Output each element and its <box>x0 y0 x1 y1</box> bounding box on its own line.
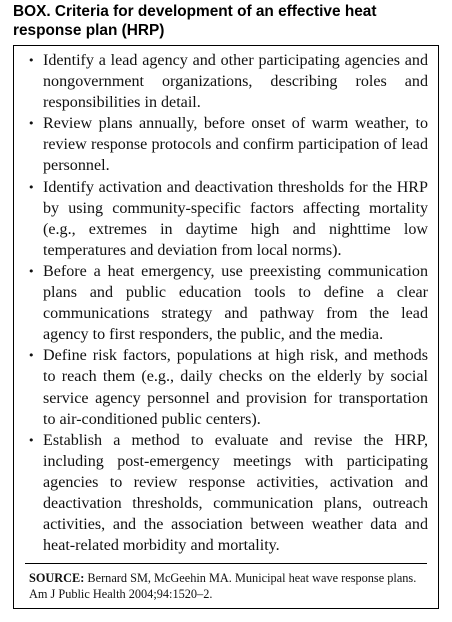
criteria-text: Before a heat emergency, use preexisting communication plans and public education tools to define a clear communications strategy and pathway from the lead agency to first responders, the public, and the media. <box>43 262 428 344</box>
criteria-item-4 <box>28 261 428 345</box>
source-citation <box>29 570 429 603</box>
bullet-icon: • <box>28 117 35 131</box>
criteria-text: Define risk factors, populations at high risk, and methods to reach them (e.g., daily checks on the elderly by social service agency personnel and provision for transportation to air-conditioned public centers). <box>43 347 428 428</box>
criteria-text: Establish a method to evaluate and revise the HRP, including post-emergency meetings with participating agencies to review response activities, activation and deactivation thresholds, communication plans, outreach activities, and the association between weather data and heat-related morbidity and mortality. <box>43 431 428 555</box>
criteria-item-5 <box>28 345 428 429</box>
criteria-item-3 <box>28 177 428 261</box>
bullet-icon: • <box>28 180 35 194</box>
criteria-box <box>13 45 439 609</box>
box-title: BOX. Criteria for development of an effective heat response plan (HRP) <box>13 3 377 39</box>
source-label: SOURCE: <box>29 571 85 585</box>
source-text: Bernard SM, McGeehin MA. Municipal heat wave response plans. Am J Public Health 2004;94:1520–2. <box>29 571 417 602</box>
criteria-text: Identify a lead agency and other participating agencies and nongovernment organizations, describing roles and responsibilities in detail. <box>43 52 428 112</box>
criteria-item-6 <box>28 430 428 557</box>
criteria-item-2 <box>28 113 428 176</box>
criteria-item-1 <box>28 50 428 113</box>
criteria-text: Review plans annually, before onset of warm weather, to review response protocols and confirm participation of lead personnel. <box>43 115 428 175</box>
criteria-text: Identify activation and deactivation thresholds for the HRP by using community-specific factors affecting mortality (e.g., extremes in daytime high and nighttime low temperatures and deviation from local norms). <box>43 178 428 259</box>
source-divider <box>25 563 427 564</box>
bullet-icon: • <box>28 264 35 278</box>
bullet-icon: • <box>28 54 35 67</box>
bullet-icon: • <box>28 349 35 363</box>
criteria-list <box>28 50 428 556</box>
bullet-icon: • <box>28 433 35 447</box>
